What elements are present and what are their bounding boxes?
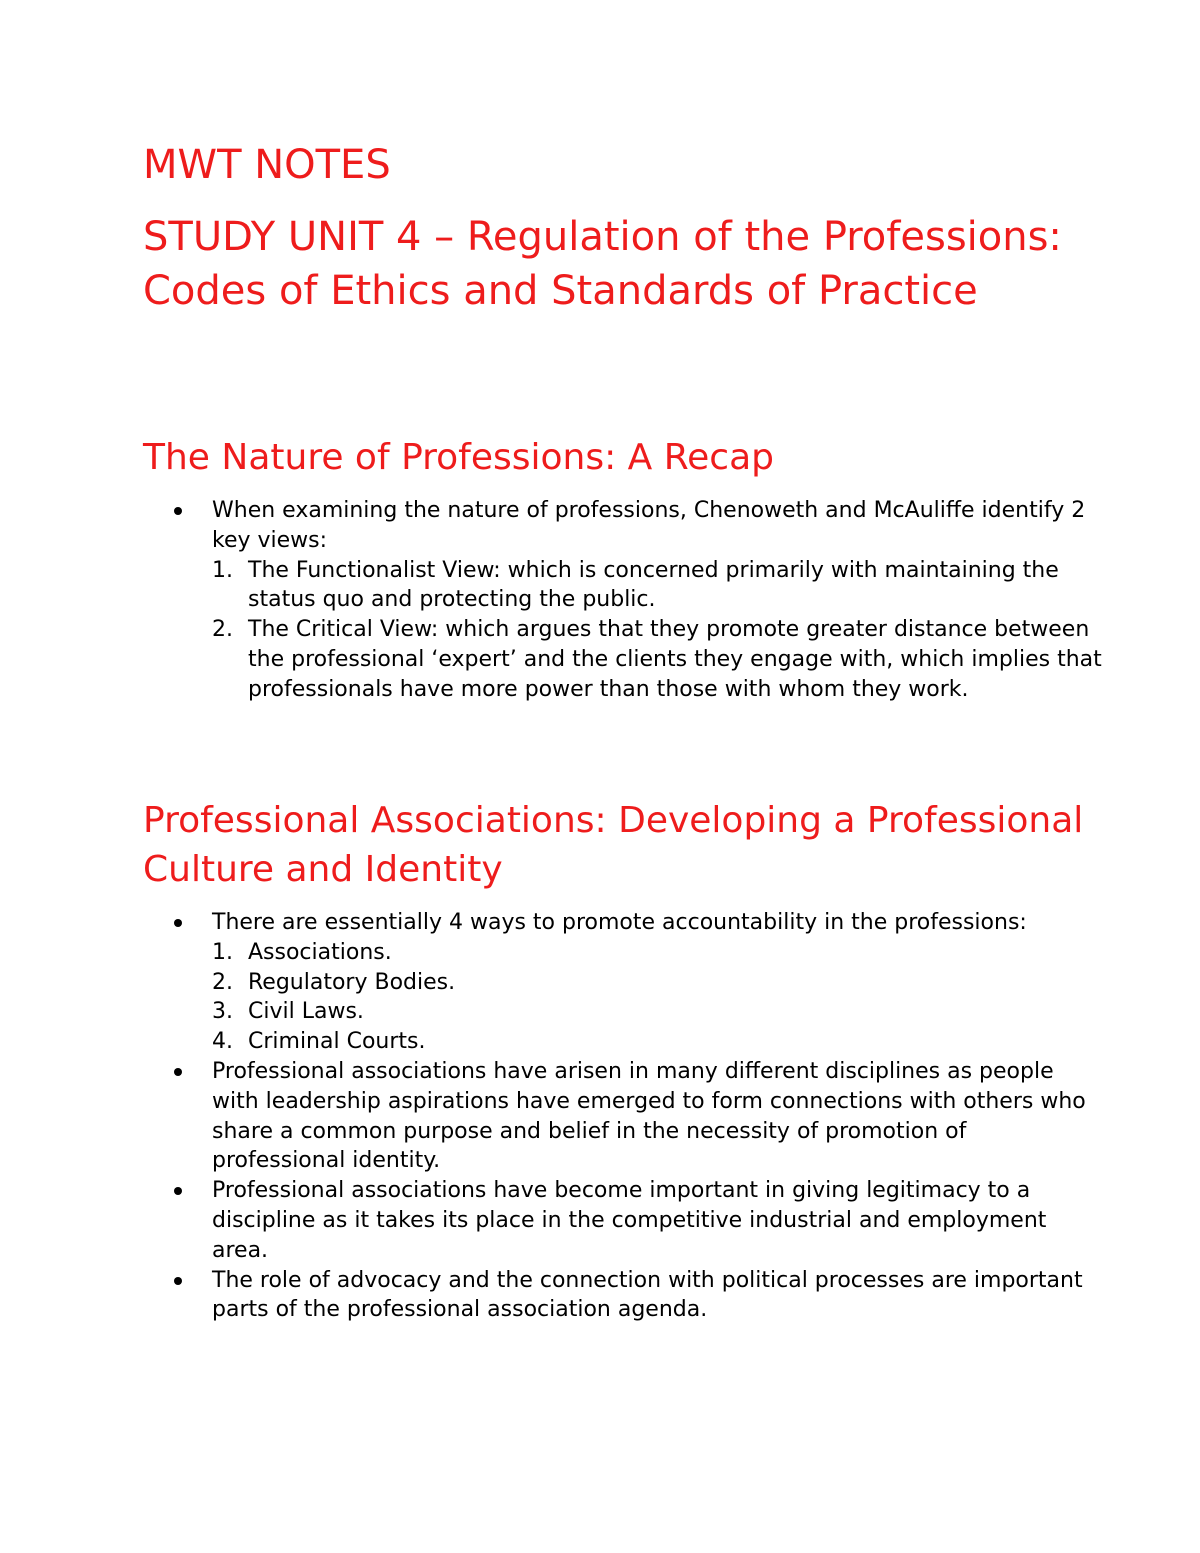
bullet-text: Professional associations have become important in giving legitimacy to a discipline as it takes its place in the competitive industrial and employment area.	[212, 1178, 1047, 1263]
section-heading-nature-of-professions: The Nature of Professions: A Recap	[143, 437, 775, 478]
bullet-icon	[174, 507, 182, 515]
bullet-item	[143, 1266, 1103, 1326]
bullet-text: Professional associations have arisen in many different disciplines as people with leadership aspirations have emerged to form connections with others who share a common purpose and belief in the necessity of promotion of professional identity.	[212, 1058, 1086, 1174]
bullet-item	[143, 496, 1103, 705]
numbered-item-text: Civil Laws.	[248, 999, 364, 1025]
bullet-list-professional-associations	[143, 908, 1103, 1325]
numbered-item-text: The Functionalist View: which is concerned primarily with maintaining the status quo and protecting the public.	[248, 557, 1059, 613]
study-unit-title: STUDY UNIT 4 – Regulation of the Professions: Codes of Ethics and Standards of Practice	[143, 214, 1062, 314]
numbered-list-accountability-ways	[212, 938, 1103, 1057]
bullet-icon	[174, 1187, 182, 1195]
number-label: 1.	[212, 939, 233, 965]
number-label: 2.	[212, 617, 233, 643]
bullet-item	[143, 1057, 1103, 1176]
numbered-item	[212, 997, 1103, 1027]
section-heading-professional-associations: Professional Associations: Developing a Professional Culture and Identity	[143, 800, 1084, 890]
number-label: 3.	[212, 999, 233, 1025]
numbered-item-text: Associations.	[248, 939, 392, 965]
number-label: 4.	[212, 1029, 233, 1055]
numbered-item-text: The Critical View: which argues that they promote greater distance between the professional ‘expert’ and the clients they engage with, which implies that professionals have more power than those with whom they work.	[248, 617, 1102, 702]
bullet-list-nature-of-professions	[143, 496, 1103, 705]
number-label: 2.	[212, 969, 233, 995]
bullet-text: There are essentially 4 ways to promote accountability in the professions:	[212, 910, 1027, 935]
numbered-item	[212, 556, 1103, 616]
bullet-icon	[174, 919, 182, 927]
bullet-icon	[174, 1277, 182, 1285]
numbered-item	[212, 938, 1103, 968]
bullet-item	[143, 1176, 1103, 1265]
numbered-list-key-views	[212, 556, 1103, 705]
bullet-text: When examining the nature of professions, Chenoweth and McAuliffe identify 2 key views:	[212, 498, 1086, 553]
numbered-item	[212, 968, 1103, 998]
numbered-item-text: Regulatory Bodies.	[248, 969, 456, 995]
bullet-icon	[174, 1068, 182, 1076]
numbered-item	[212, 1027, 1103, 1057]
bullet-text: The role of advocacy and the connection with political processes are important parts of the professional association agenda.	[212, 1267, 1083, 1323]
number-label: 1.	[212, 557, 233, 583]
bullet-item	[143, 908, 1103, 1057]
numbered-item	[212, 615, 1103, 704]
numbered-item-text: Criminal Courts.	[248, 1029, 426, 1055]
document-title: MWT NOTES	[143, 142, 391, 188]
